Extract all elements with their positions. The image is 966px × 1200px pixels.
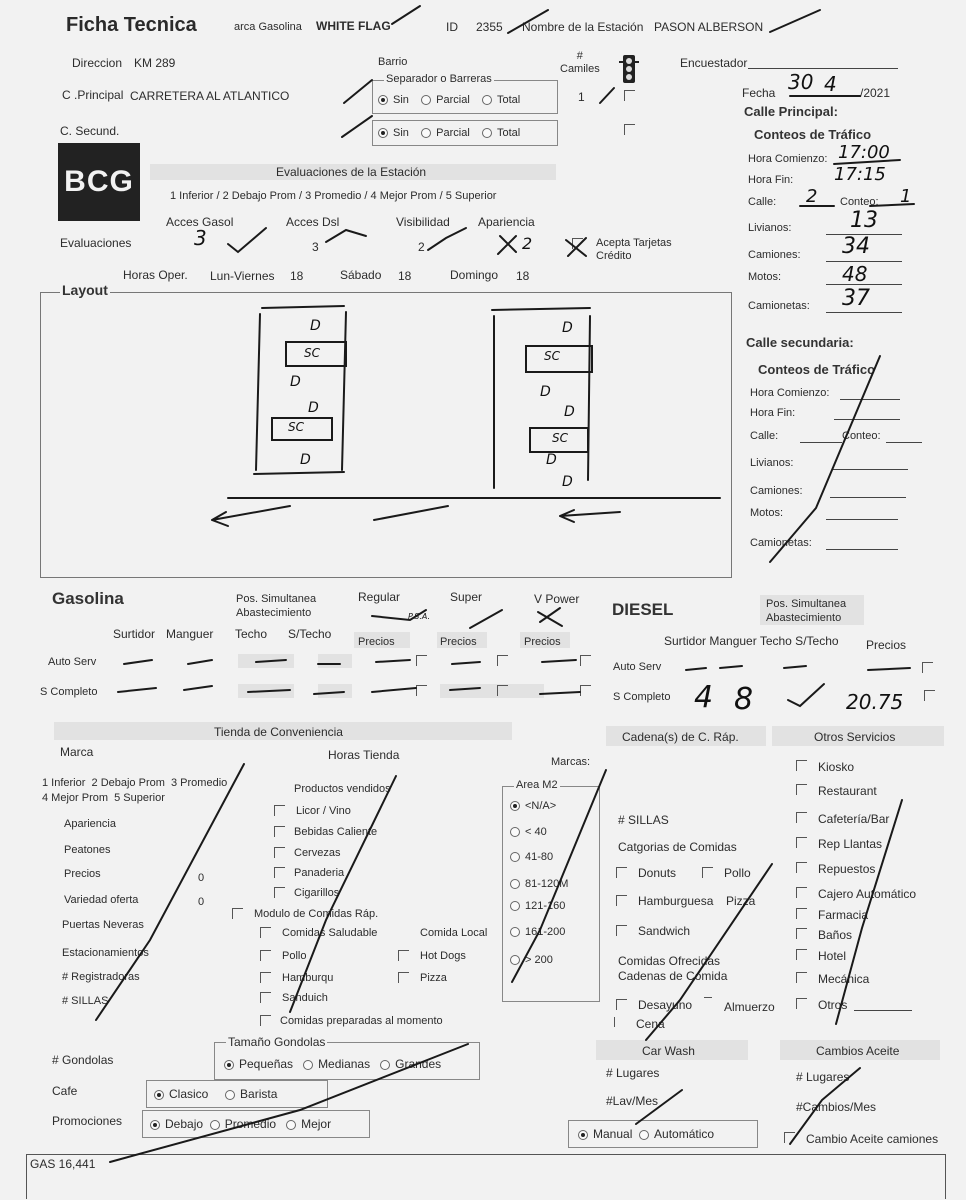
ink-check-dsl: [326, 230, 366, 242]
area-opt-80-label: 41-80: [525, 851, 554, 863]
diesel-completo-surtidor: 4: [694, 680, 714, 715]
horas-oper-label: Horas Oper.: [123, 268, 188, 282]
car-wash-lav-mes: #Lav/Mes: [606, 1094, 659, 1108]
car-wash-lugares: # Lugares: [606, 1066, 660, 1080]
gasolina-col-surtidor: Surtidor: [113, 627, 156, 641]
hora-fin-value: 17:15: [834, 164, 886, 185]
sketch-label-6: D: [300, 452, 311, 468]
camiones-value: 1: [578, 90, 585, 104]
marca-gasolina-value: WHITE FLAG: [316, 19, 391, 33]
ink-sc-3: [526, 346, 592, 372]
diesel-row-completo: S Completo: [613, 691, 671, 703]
ink-tick-2: [508, 10, 548, 33]
producto-licor: Licor / Vino: [296, 805, 351, 817]
tienda-marca-label: Marca: [60, 745, 94, 759]
horas-tienda-label: Horas Tienda: [328, 748, 400, 762]
camionetas-label: Camionetas:: [748, 300, 810, 312]
modulo-comidas-label: Modulo de Comidas Ráp.: [254, 908, 379, 920]
direccion-label: Direccion: [72, 56, 123, 70]
ink-sc-1: [286, 342, 346, 366]
meal-almuerzo: Almuerzo: [724, 1000, 775, 1014]
hora-comienzo-label-2: Hora Comienzo:: [750, 387, 830, 399]
acces-gasol-value: 3: [194, 226, 207, 250]
acces-dsl-value: 3: [312, 240, 319, 254]
servicio-otros: Otros: [818, 998, 848, 1012]
cadena-title: Cadena(s) de C. Ráp.: [622, 730, 739, 744]
cambios-lugares: # Lugares: [796, 1070, 850, 1084]
productos-vendidos-label: Productos vendidos: [294, 783, 391, 795]
apariencia-label: Apariencia: [478, 215, 535, 229]
calle-principal-label: C .Principal: [62, 88, 124, 102]
modulo-item-preparadas: Comidas preparadas al momento: [280, 1015, 443, 1027]
tienda-row-peatones: Peatones: [64, 844, 111, 856]
sketch-label-12: D: [546, 452, 557, 468]
evaluaciones-scale: 1 Inferior / 2 Debajo Prom / 3 Promedio / 4 Mejor Prom / 5 Superior: [170, 190, 497, 202]
gasolina-col-techo: Techo: [235, 627, 268, 641]
tienda-row-registradoras: # Registradoras: [62, 971, 140, 983]
conteo-label: Conteo:: [840, 196, 879, 208]
diesel-title: DIESEL: [612, 600, 674, 619]
page-title: Ficha Tecnica: [66, 14, 197, 36]
ink-gas-auto: [124, 660, 576, 664]
opt-debajo: Debajo: [165, 1117, 204, 1131]
acces-dsl-label: Acces Dsl: [286, 215, 340, 229]
calle-principal-title: Calle Principal:: [744, 104, 838, 119]
cafe-label: Cafe: [52, 1084, 78, 1098]
marcas-label: Marcas:: [551, 756, 591, 768]
opt-total-label-2: Total: [497, 127, 521, 139]
footer-note: GAS 16,441: [30, 1157, 96, 1171]
meal-cena: Cena: [636, 1017, 665, 1031]
precios-vpower: Precios: [524, 636, 561, 648]
cat-sandwich: Sandwich: [638, 924, 691, 938]
ink-diesel-check: [788, 684, 824, 706]
sketch-label-11: SC: [552, 431, 568, 445]
visibilidad-label: Visibilidad: [396, 215, 450, 229]
sketch-label-8: SC: [544, 349, 560, 363]
cat-pollo: Pollo: [724, 866, 751, 880]
camionetas-label-2: Camionetas:: [750, 537, 812, 549]
opt-manual: Manual: [593, 1127, 633, 1141]
tienda-row-variedad: Variedad oferta: [64, 894, 139, 906]
local-item-pizza: Pizza: [420, 972, 447, 984]
ink-arrow-2: [374, 506, 448, 520]
motos-label: Motos:: [748, 271, 782, 283]
calle-value: 2: [806, 186, 818, 207]
camiones-count-label: Camiones:: [748, 249, 801, 261]
hora-comienzo-label: Hora Comienzo:: [748, 153, 828, 165]
conteo-label-2: Conteo:: [842, 430, 881, 442]
ink-diagonal-secundaria: [770, 356, 880, 562]
gasolina-row-auto: Auto Serv: [48, 656, 97, 668]
diesel-precios: Precios: [866, 638, 907, 652]
ink-diagonal-tienda: [96, 764, 244, 1020]
ink-diagonal-productos: [290, 776, 396, 1012]
ink-layout-right: [494, 316, 590, 488]
tienda-row-precios: Precios: [64, 868, 101, 880]
camionetas-value: 37: [842, 286, 870, 311]
opt-total-label: Total: [497, 94, 521, 106]
ink-cross-tarjetas: [566, 238, 586, 256]
servicio-kiosko: Kiosko: [818, 760, 855, 774]
ink-regular-check: [372, 610, 426, 620]
opt-barista: Barista: [240, 1087, 278, 1101]
cat-donuts: Donuts: [638, 866, 677, 880]
tienda-row-estacionamientos: Estacionamientos: [62, 947, 149, 959]
area-opt-40-label: < 40: [525, 826, 547, 838]
cat-pizza: Pizza: [726, 894, 756, 908]
local-item-hotdogs: Hot Dogs: [420, 950, 466, 962]
gasolina-col-super: Super: [450, 590, 483, 604]
sabado-label: Sábado: [340, 268, 382, 282]
area-opt-gt200-label: > 200: [525, 954, 553, 966]
camiones-label-2: Camiones:: [750, 485, 803, 497]
meal-desayuno: Desayuno: [638, 998, 693, 1012]
ink-diagonal-cambios: [790, 1068, 860, 1144]
layout-title: Layout: [62, 282, 108, 298]
ink-diagonal-cadena: [646, 864, 772, 1040]
opt-medianas: Medianas: [318, 1057, 371, 1071]
categorias-label: Catgorias de Comidas: [618, 840, 737, 854]
cambios-title: Cambios Aceite: [816, 1044, 900, 1058]
acepta-tarjetas-label: Acepta Tarjetas Crédito: [596, 237, 672, 262]
psa-note: P.S.A.: [408, 612, 431, 621]
diesel-pos-simultanea: Pos. Simultanea Abastecimiento: [766, 598, 847, 624]
servicio-rep-llantas: Rep Llantas: [818, 837, 883, 851]
fecha-label: Fecha: [742, 86, 776, 100]
tamano-gondolas-label: Tamaño Gondolas: [228, 1035, 326, 1049]
direccion-value: KM 289: [134, 56, 176, 70]
hora-fin-label-2: Hora Fin:: [750, 407, 796, 419]
ink-slash-camiones: [600, 88, 614, 103]
opt-mejor: Mejor: [301, 1117, 332, 1131]
gasolina-col-manguer: Manguer: [166, 627, 214, 641]
cadena-sillas: # SILLAS: [618, 813, 669, 827]
livianos-label: Livianos:: [748, 222, 792, 234]
area-m2-title: Area M2: [516, 779, 558, 791]
servicio-hotel: Hotel: [818, 949, 847, 963]
tienda-scale: 1 Inferior 2 Debajo Prom 3 Promedio 4 Mejor Prom 5 Superior: [42, 777, 228, 804]
lun-viernes-label: Lun-Viernes: [210, 269, 275, 283]
ink-arrow-3: [560, 510, 620, 522]
opt-clasico: Clasico: [169, 1087, 209, 1101]
tienda-title: Tienda de Conveniencia: [214, 725, 343, 739]
tienda-row-puertas: Puertas Neveras: [62, 919, 144, 931]
ink-super-check: [470, 610, 502, 628]
opt-pequenas: Pequeñas: [239, 1057, 294, 1071]
ink-diagonal-gondolas: [110, 1044, 468, 1162]
otros-title: Otros Servicios: [814, 730, 896, 744]
cambio-camiones-label: Cambio Aceite camiones: [806, 1132, 939, 1146]
ink-sc-2: [272, 418, 332, 440]
servicio-restaurant: Restaurant: [818, 784, 877, 798]
producto-bebidas: Bebidas Caliente: [294, 826, 378, 838]
comidas-ofrecidas-label: Comidas Ofrecidas Cadenas de Comida: [618, 954, 728, 983]
area-opt-160-label: 121-160: [525, 900, 566, 912]
hora-comienzo-value: 17:00: [838, 142, 890, 163]
producto-panaderia: Panaderia: [294, 867, 345, 879]
sketch-label-3: D: [290, 374, 301, 390]
encuestador-label: Encuestador: [680, 56, 748, 70]
servicio-cajero: Cajero Automático: [818, 887, 917, 901]
camiones-count-value: 34: [842, 234, 870, 259]
precios-regular: Precios: [358, 636, 395, 648]
ink-check-vis: [428, 228, 466, 250]
ink-check-gasol: [228, 228, 266, 252]
producto-cigarillos: Cigarillos: [294, 887, 340, 899]
id-label: ID: [446, 20, 458, 34]
modulo-item-saludable: Comidas Saludable: [282, 927, 378, 939]
sketch-label-7: D: [562, 320, 573, 336]
modulo-item-sanduich: Sanduich: [282, 992, 328, 1004]
sketch-label-10: D: [564, 404, 575, 420]
precios-super: Precios: [440, 636, 477, 648]
cambios-mes: #Cambios/Mes: [796, 1100, 877, 1114]
ink-layout-top: [262, 306, 590, 310]
gasolina-col-regular: Regular: [358, 590, 401, 604]
promociones-label: Promociones: [52, 1114, 123, 1128]
motos-value: 48: [842, 262, 868, 286]
hora-fin-label: Hora Fin:: [748, 174, 794, 186]
tienda-variedad-value: 0: [198, 896, 205, 908]
gasolina-row-completo: S Completo: [40, 686, 98, 698]
domingo-label: Domingo: [450, 268, 499, 282]
gasolina-pos-simultanea: Pos. Simultanea Abastecimiento: [236, 593, 317, 619]
gasolina-col-stecho: S/Techo: [288, 627, 332, 641]
producto-cervezas: Cervezas: [294, 847, 341, 859]
fecha-month: 4: [824, 72, 837, 96]
tienda-precios-value: 0: [198, 872, 205, 884]
fecha-day: 30: [788, 70, 814, 94]
servicio-mecanica: Mecánica: [818, 972, 870, 986]
opt-sin-label: Sin: [393, 94, 409, 106]
tienda-row-apariencia: Apariencia: [64, 818, 116, 830]
tienda-row-sillas: # SILLAS: [62, 995, 109, 1007]
calle-label: Calle:: [748, 196, 777, 208]
ink-diagonal-area: [512, 770, 606, 982]
ink-cross-apar: [498, 236, 516, 254]
domingo-value: 18: [516, 269, 530, 283]
ink-arrow-1: [212, 506, 290, 526]
servicio-cafeteria: Cafetería/Bar: [818, 812, 890, 826]
gasolina-title: Gasolina: [52, 589, 124, 608]
sketch-label-13: D: [562, 474, 573, 490]
barrio-label: Barrio: [378, 56, 408, 68]
evaluaciones-title: Evaluaciones de la Estación: [276, 165, 427, 179]
ink-diagonal-otros: [836, 800, 902, 1024]
sketch-label-4: D: [308, 400, 319, 416]
servicio-farmacia: Farmacia: [818, 908, 869, 922]
sketch-label-2: SC: [304, 346, 320, 360]
gasolina-col-vpower: V Power: [534, 592, 580, 606]
lun-viernes-value: 18: [290, 269, 304, 283]
opt-automatico: Automático: [654, 1127, 715, 1141]
opt-sin-label-2: Sin: [393, 127, 409, 139]
livianos-label-2: Livianos:: [750, 457, 794, 469]
comida-local-label: Comida Local: [420, 927, 488, 939]
ink-diesel-auto: [686, 666, 910, 670]
calle-secundaria-label: C. Secund.: [60, 124, 120, 138]
ink-hora-underline: [834, 160, 900, 164]
servicio-banos: Baños: [818, 928, 853, 942]
ink-layout-left: [254, 312, 346, 474]
livianos-value: 13: [850, 208, 878, 233]
calle-principal-value: CARRETERA AL ATLANTICO: [130, 89, 290, 103]
marca-gasolina-label: arca Gasolina: [234, 21, 302, 33]
calle-secundaria-title: Calle secundaria:: [746, 335, 854, 350]
conteo-value: 1: [900, 186, 912, 207]
ink-sc-4: [530, 428, 588, 452]
sketch-label-9: D: [540, 384, 551, 400]
cat-hamburguesa: Hamburguesa: [638, 894, 714, 908]
camiones-label: # Camiles: [560, 50, 600, 75]
visibilidad-value: 2: [418, 240, 425, 254]
ink-vpower-cross: [538, 608, 562, 626]
ink-diagonal-carwash: [636, 1090, 682, 1124]
sketch-label-5: SC: [288, 420, 304, 434]
diesel-completo-manguer: 8: [734, 682, 754, 717]
area-opt-120-label: 81-120M: [525, 878, 569, 890]
opt-grandes: Grandes: [395, 1057, 442, 1071]
ink-tick-3: [770, 10, 820, 32]
diesel-completo-precio: 20.75: [846, 690, 904, 714]
ink-slash-separador: [344, 80, 372, 103]
apariencia-value: 2: [522, 234, 533, 253]
separador-label: Separador o Barreras: [386, 73, 492, 85]
ink-calle-underline: [800, 204, 914, 206]
motos-label-2: Motos:: [750, 507, 784, 519]
ink-tick-1: [392, 6, 420, 24]
estacion-label: Nombre de la Estación: [522, 20, 644, 34]
diesel-row-auto: Auto Serv: [613, 661, 662, 673]
conteos-trafico-title-2: Conteos de Tráfico: [758, 362, 876, 377]
servicio-repuestos: Repuestos: [818, 862, 876, 876]
sabado-value: 18: [398, 269, 412, 283]
opt-promedio: Promedio: [224, 1117, 277, 1131]
area-opt-na-label: <N/A>: [525, 800, 557, 812]
ink-slash-separador-2: [342, 116, 372, 137]
conteos-trafico-title: Conteos de Tráfico: [754, 127, 872, 142]
estacion-value: PASON ALBERSON: [654, 20, 764, 34]
area-opt-200-label: 161-200: [525, 926, 566, 938]
evaluaciones-label: Evaluaciones: [60, 236, 132, 250]
ink-gas-completo: [118, 686, 580, 694]
opt-parcial-label: Parcial: [436, 94, 470, 106]
sketch-label-1: D: [310, 318, 321, 334]
modulo-item-hamburqu: Hamburqu: [282, 972, 334, 984]
bcg-logo: BCG: [58, 143, 140, 221]
opt-parcial-label-2: Parcial: [436, 127, 470, 139]
calle-label-2: Calle:: [750, 430, 779, 442]
acces-gasol-label: Acces Gasol: [166, 215, 234, 229]
modulo-item-pollo: Pollo: [282, 950, 307, 962]
id-value: 2355: [476, 20, 503, 34]
car-wash-title: Car Wash: [642, 1044, 695, 1058]
diesel-columns: Surtidor Manguer Techo S/Techo: [664, 634, 839, 648]
fecha-year: /2021: [860, 86, 891, 100]
gondolas-label: # Gondolas: [52, 1053, 114, 1067]
